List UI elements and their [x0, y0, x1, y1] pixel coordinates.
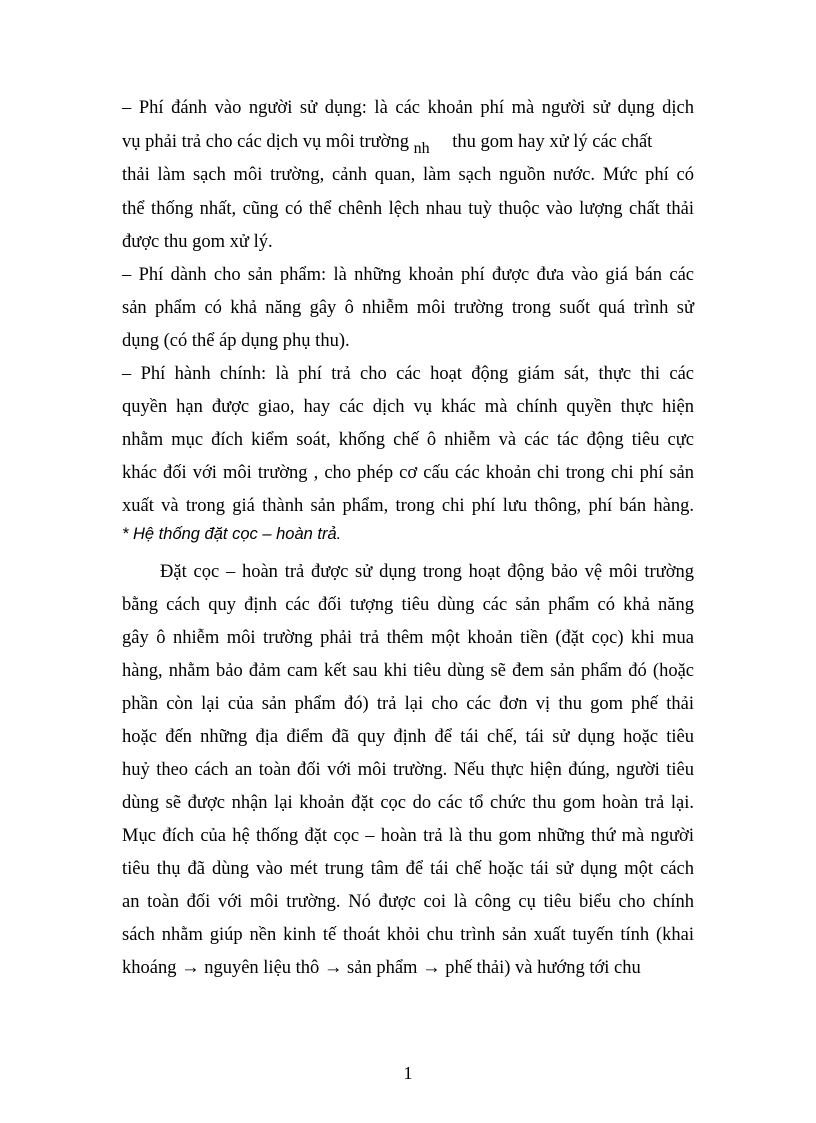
paragraph-line: sách nhằm giúp nền kinh tế thoát khỏi chu trình sản xuất tuyến tính (khai: [122, 925, 694, 945]
paragraph-line: huỷ theo cách an toàn đối với môi trường. Nếu thực hiện đúng, người tiêu: [122, 760, 694, 780]
line-suffix: thu gom hay xử lý các chất: [452, 132, 653, 152]
paragraph-line: nhằm mục đích kiểm soát, khống chế ô nhiễm và các tác động tiêu cực: [122, 430, 694, 450]
paragraph-line: hoặc đến những địa điểm đã quy định để tái chế, tái sử dụng hoặc tiêu: [122, 727, 694, 747]
paragraph-line: dùng sẽ được nhận lại khoản đặt cọc do các tổ chức thu gom hoàn trả lại.: [122, 793, 694, 813]
paragraph-line: xuất và trong giá thành sản phẩm, trong chi phí lưu thông, phí bán hàng.: [122, 496, 694, 516]
paragraph-line: Đặt cọc – hoàn trả được sử dụng trong hoạt động bảo vệ môi trường: [160, 562, 694, 582]
paragraph-line: thể thống nhất, cũng có thể chênh lệch nhau tuỳ thuộc vào lượng chất thải: [122, 199, 694, 219]
paragraph-line: tiêu thụ đã dùng vào mét trung tâm để tái chế hoặc tái sử dụng một cách: [122, 859, 694, 879]
paragraph-line: hàng, nhằm bảo đảm cam kết sau khi tiêu dùng sẽ đem sản phẩm đó (hoặc: [122, 661, 694, 681]
paragraph-line: thải làm sạch môi trường, cảnh quan, làm sạch nguồn nước. Mức phí có: [122, 165, 694, 185]
paragraph-line: dụng (có thể áp dụng phụ thu).: [122, 331, 350, 351]
line-prefix: vụ phải trả cho các dịch vụ môi trường: [122, 132, 409, 152]
paragraph-line: bằng cách quy định các đối tượng tiêu dùng các sản phẩm có khả năng: [122, 595, 694, 615]
section-heading: * Hệ thống đặt cọc – hoàn trả.: [122, 525, 342, 543]
paragraph-line: Mục đích của hệ thống đặt cọc – hoàn trả là thu gom những thứ mà người: [122, 826, 694, 846]
paragraph-line: gây ô nhiễm môi trường phải trả thêm một khoản tiền (đặt cọc) khi mua: [122, 628, 694, 648]
paragraph-line: [122, 130, 694, 155]
paragraph-line: phần còn lại của sản phẩm đó) trả lại cho các đơn vị thu gom phế thải: [122, 694, 694, 714]
paragraph-line: – Phí đánh vào người sử dụng: là các khoản phí mà người sử dụng dịch: [122, 98, 694, 118]
subscript-fragment: nh: [413, 140, 430, 157]
paragraph-line: khác đối với môi trường , cho phép cơ cấu các khoản chi trong chi phí sản: [122, 463, 694, 483]
paragraph-line: an toàn đối với môi trường. Nó được coi là công cụ tiêu biểu cho chính: [122, 892, 694, 912]
paragraph-line: – Phí hành chính: là phí trả cho các hoạt động giám sát, thực thi các: [122, 364, 694, 384]
page-number: 1: [403, 1063, 413, 1083]
paragraph-line: được thu gom xử lý.: [122, 232, 273, 252]
paragraph-line: sản phẩm có khả năng gây ô nhiễm môi trường trong suốt quá trình sử: [122, 298, 694, 318]
paragraph-line: quyền hạn được giao, hay các dịch vụ khác mà chính quyền thực hiện: [122, 397, 694, 417]
paragraph-line: khoáng → nguyên liệu thô → sản phẩm → phế thải) và hướng tới chu: [122, 958, 641, 978]
paragraph-line: – Phí dành cho sản phẩm: là những khoản phí được đưa vào giá bán các: [122, 265, 694, 285]
